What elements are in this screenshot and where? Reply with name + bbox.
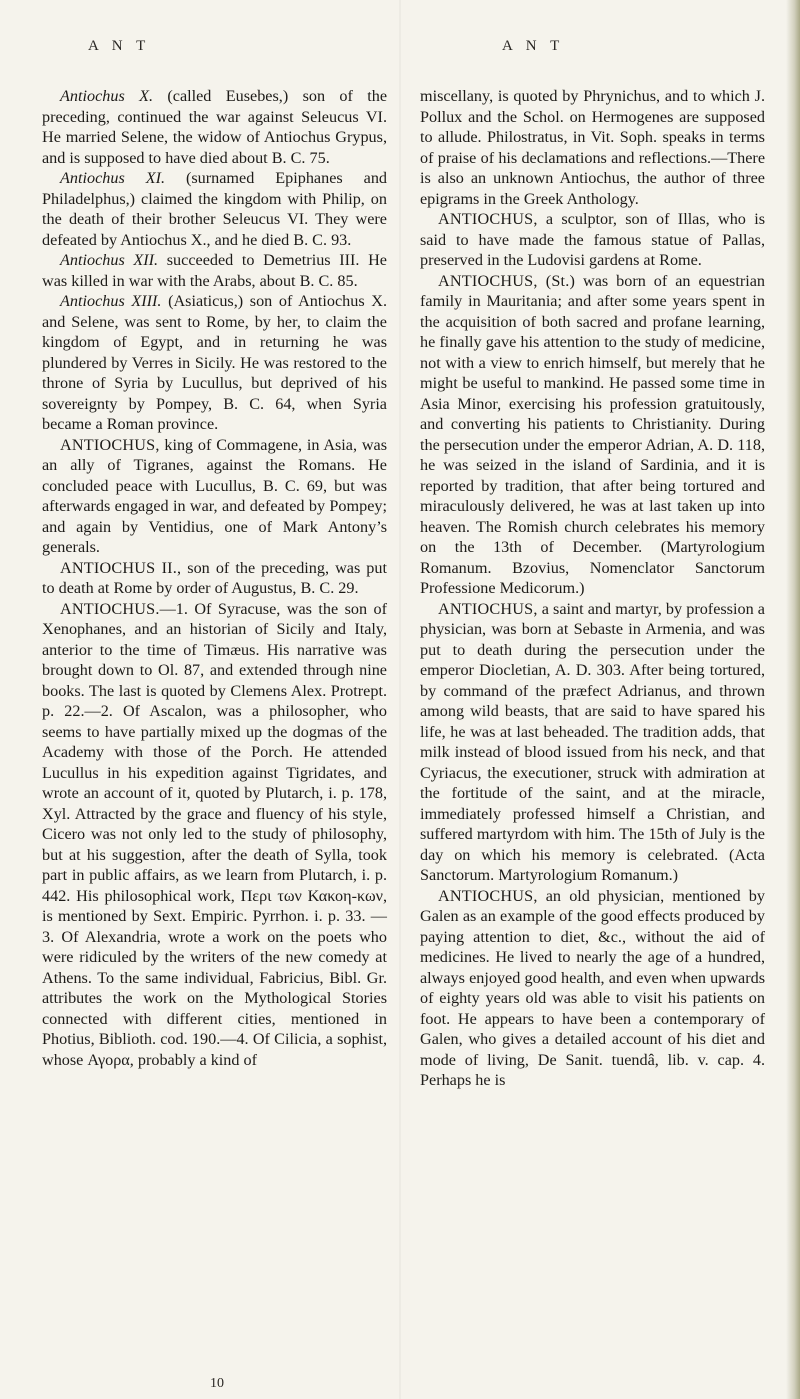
entry-body: (Asiaticus,) son of Antiochus X. and Selene, was sent to Rome, by her, to claim the kingdom of Egypt, and in returning he was plundered by Verres in Sicily. He was restored to the throne of Syria by Lucullus, but deprived of his sovereignty by Pompey, B. C. 64, when Syria became a Roman province. — [42, 292, 387, 433]
entry-paragraph — [42, 558, 387, 599]
running-header-right: A N T — [502, 38, 565, 54]
entry-body: miscellany, is quoted by Phrynichus, and to which J. Pollux and the Schol. on Hermogenes are supposed to allude. Philostratus, in Vit. Soph. speaks in terms of praise of his declamations and reflections.—There is also an unknown Antiochus, the author of three epigrams in the Greek Anthology. — [420, 87, 765, 208]
entry-body: succeeded to Demetrius III. He was killed in war with the Arabs, about B. C. 85. — [42, 251, 387, 290]
entry-headword: Antiochus XII. — [60, 251, 159, 269]
running-header-left: A N T — [88, 38, 151, 54]
entry-paragraph — [420, 86, 765, 209]
page-number: 10 — [210, 1376, 224, 1391]
entry-body: —1. Of Syracuse, was the son of Xenophanes, and an historian of Sicily and Italy, anterior to the time of Timæus. His narrative was brought down to Ol. 87, and extended through nine books. The last is quoted by Clemens Alex. Protrept. p. 22.—2. Of Ascalon, was a philosopher, who seems to have partially mixed up the dogmas of the Academy with those of the Porch. He attended Lucullus in his expedition against Tigridates, and wrote an account of it, quoted by Plutarch, i. p. 178, Xyl. Attracted by the grace and fluency of his style, Cicero was not only led to the study of philosophy, but at his suggestion, after the death of Sylla, took part in public affairs, as we learn from Plutarch, i. p. 442. His philosophical work, Περι των Κακοη-κων, is mentioned by Sext. Empiric. Pyrrhon. i. p. 33. — 3. Of Alexandria, wrote a work on the poets who were ridiculed by the writers of the new comedy at Athens. To the same individual, Fabricius, Bibl. Gr. attributes the work on the Mythological Stories connected with different cities, mentioned in Photius, Biblioth. cod. 190.—4. Of Cilicia, a sophist, whose Αγορα, probably a kind of — [42, 599, 387, 1069]
entry-paragraph — [42, 250, 387, 291]
entry-headword: Antiochus X. — [60, 87, 154, 105]
entry-paragraph — [420, 271, 765, 599]
entry-headword: Antiochus XI. — [60, 169, 166, 187]
entry-paragraph — [420, 599, 765, 886]
entry-headword: ANTIOCHUS, — [438, 599, 538, 618]
entry-headword: ANTIOCHUS, — [438, 210, 538, 228]
entry-paragraph — [420, 886, 765, 1091]
entry-body: king of Commagene, in Asia, was an ally of Tigranes, against the Romans. He concluded peace with Lucullus, B. C. 69, but was afterwards engaged in war, and defeated by Pompey; and again by Ventidius, one of Mark Antony’s generals. — [42, 435, 387, 556]
entry-paragraph — [42, 168, 387, 250]
entry-body: a saint and martyr, by profession a physician, was born at Sebaste in Armenia, and was put to death during the persecution under the emperor Diocletian, A. D. 303. After being tortured, by command of the præfect Adrianus, and thrown among wild beasts, that are said to have spared his life, he was at last beheaded. The tradition adds, that milk instead of blood issued from his neck, and that Cyriacus, the executioner, struck with admiration at the fortitude of the saint, and at the miracle, immediately professed himself a Christian, and suffered martyrdom with him. The 15th of July is the day on which his memory is celebrated. (Acta Sanctorum. Martyrologium Romanum.) — [420, 599, 765, 884]
entry-headword: ANTIOCHUS. — [60, 599, 160, 618]
left-column — [42, 86, 387, 1070]
column-gutter — [399, 0, 401, 1399]
page-edge-shadow — [786, 0, 800, 1399]
entry-body: son of the preceding, was put to death at Rome by order of Augustus, B. C. 29. — [42, 558, 387, 597]
right-column — [420, 86, 765, 1091]
entry-paragraph — [42, 435, 387, 558]
entry-body: an old physician, mentioned by Galen as an example of the good effects produced by paying attention to diet, &c., without the aid of medicines. He lived to nearly the age of a hundred, always enjoyed good health, and even when upwards of eighty years old was able to visit his patients on foot. He appears to have been a contemporary of Galen, who gives a detailed account of his diet and mode of living, De Sanit. tuendâ, lib. v. cap. 4. Perhaps he is — [420, 886, 765, 1089]
entry-body: was born of an equestrian family in Mauritania; and after some years spent in the acquisition of both sacred and profane learning, he finally gave his attention to the study of medicine, not with a view to enrich himself, but merely that he might be useful to mankind. He passed some time in Asia Minor, exercising his profession gratuitously, and converting his patients to Christianity. During the persecution under the emperor Adrian, A. D. 118, he was seized in the island of Sardinia, and it is reported by tradition, that after being tortured and miraculously delivered, he was at last taken up into heaven. The Romish church celebrates his memory on the 13th of December. (Martyrologium Romanum. Bzovius, Nomenclator Sanctorum Professione Medicorum.) — [420, 271, 765, 597]
entry-headword: Antiochus XIII. — [60, 292, 162, 310]
entry-headword: ANTIOCHUS, (St.) — [438, 271, 576, 290]
entry-body: a sculptor, son of Illas, who is said to have made the famous statue of Pallas, preserved in the Ludovisi gardens at Rome. — [420, 210, 765, 269]
entry-headword: ANTIOCHUS, — [60, 435, 160, 454]
entry-headword: ANTIOCHUS, — [438, 886, 538, 905]
entry-paragraph — [420, 209, 765, 271]
entry-body: (surnamed Epiphanes and Philadelphus,) claimed the kingdom with Philip, on the death of their brother Seleucus VI. They were defeated by Antiochus X., and he died B. C. 93. — [42, 169, 388, 249]
entry-headword: ANTIOCHUS II., — [60, 558, 182, 577]
entry-paragraph — [42, 86, 387, 168]
entry-paragraph — [42, 291, 387, 435]
entry-body: (called Eusebes,) son of the preceding, continued the war against Seleucus VI. He married Selene, the widow of Antiochus Grypus, and is supposed to have died about B. C. 75. — [42, 87, 387, 167]
entry-paragraph — [42, 599, 387, 1071]
